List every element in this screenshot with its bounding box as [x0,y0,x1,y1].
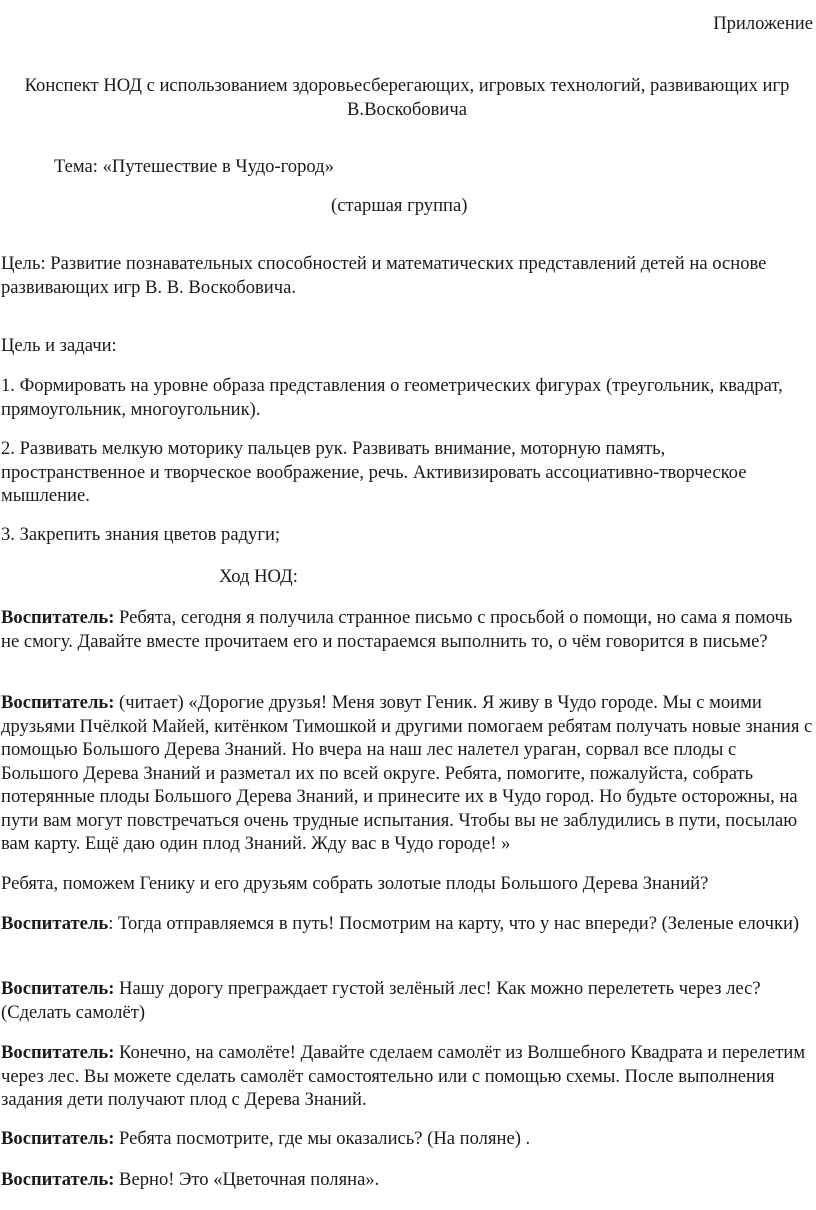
dialogue-paragraph [1,912,813,936]
procedure-heading: Ход НОД: [219,566,298,587]
topic-line: Тема: «Путешествие в Чудо-город» [54,156,334,177]
dialogue-text: Нашу дорогу преграждает густой зелёный лес! Как можно перелететь через лес? (Сделать самолёт) [1,978,761,1023]
speaker-label: Воспитатель: [1,607,115,628]
speaker-label: Воспитатель: [1,692,115,713]
document-title [1,74,813,121]
dialogue-text: Ребята, сегодня я получила странное письмо с просьбой о помощи, но сама я помочь не смогу. Давайте вместе прочитаем его и постараемся выполнить то, о чём говорится в письме? [1,607,793,652]
dialogue-paragraph [1,691,813,856]
dialogue-paragraph [1,1127,813,1151]
dialogue-text: : Тогда отправляемся в путь! Посмотрим на карту, что у нас впереди? (Зеленые елочки) [108,913,800,934]
title-line-1: Конспект НОД с использованием здоровьесберегающих, игровых технологий, развивающих игр [24,75,790,96]
speaker-label: Воспитатель: [1,1169,115,1190]
speaker-label: Воспитатель: [1,978,115,999]
goal-paragraph: Цель: Развитие познавательных способностей и математических представлений детей на основе развивающих игр В. В. Воскобовича. [1,253,767,298]
dialogue-paragraph [1,977,813,1024]
title-line-2: В.Воскобовича [347,98,467,120]
dialogue-paragraph [1,1041,813,1112]
task-item: 2. Развивать мелкую моторику пальцев рук. Развивать внимание, моторную память, пространственное и творческое воображение, речь. Активизировать ассоциативно-творческое мышление. [1,438,747,506]
task-item: 3. Закрепить знания цветов радуги; [1,524,281,545]
speaker-label: Воспитатель: [1,1042,115,1063]
speaker-label: Воспитатель [1,913,109,934]
dialogue-paragraph [1,1168,813,1192]
letter-text: (читает) «Дорогие друзья! Меня зовут Геник. Я живу в Чудо городе. Мы с моими друзьями Пчёлкой Майей, китёнком Тимошкой и другими помогаем ребятам получать новые знания с помощью Большого Дерева Знаний. Но вчера на наш лес налетел ураган, сорвал все плоды с Большого Дерева Знаний и разметал их по всей округе. Ребята, помогите, пожалуйста, собрать потерянные плоды Большого Дерева Знаний, и принесите их в Чудо город. Но будьте осторожны, на пути вам могут повстречаться очень трудные испытания. Чтобы вы не заблудились в пути, посылаю вам карту. Ещё даю один плод Знаний. Жду вас в Чудо городе! » [1,692,813,854]
appendix-label: Приложение [713,13,813,34]
group-line: (старшая группа) [331,195,468,216]
dialogue-paragraph: Ребята, поможем Генику и его друзьям собрать золотые плоды Большого Дерева Знаний? [1,873,709,894]
tasks-heading: Цель и задачи: [1,335,117,356]
dialogue-text: Ребята посмотрите, где мы оказались? (На поляне) . [114,1128,531,1149]
speaker-label: Воспитатель: [1,1128,115,1149]
dialogue-text: Конечно, на самолёте! Давайте сделаем самолёт из Волшебного Квадрата и перелетим через лес. Вы можете сделать самолёт самостоятельно или с помощью схемы. После выполнения задания дети получают плод с Дерева Знаний. [1,1042,806,1110]
dialogue-text: Верно! Это «Цветочная поляна». [114,1169,380,1190]
dialogue-paragraph [1,606,813,653]
task-item: 1. Формировать на уровне образа представления о геометрических фигурах (треугольник, квадрат, прямоугольник, многоугольник). [1,375,783,420]
